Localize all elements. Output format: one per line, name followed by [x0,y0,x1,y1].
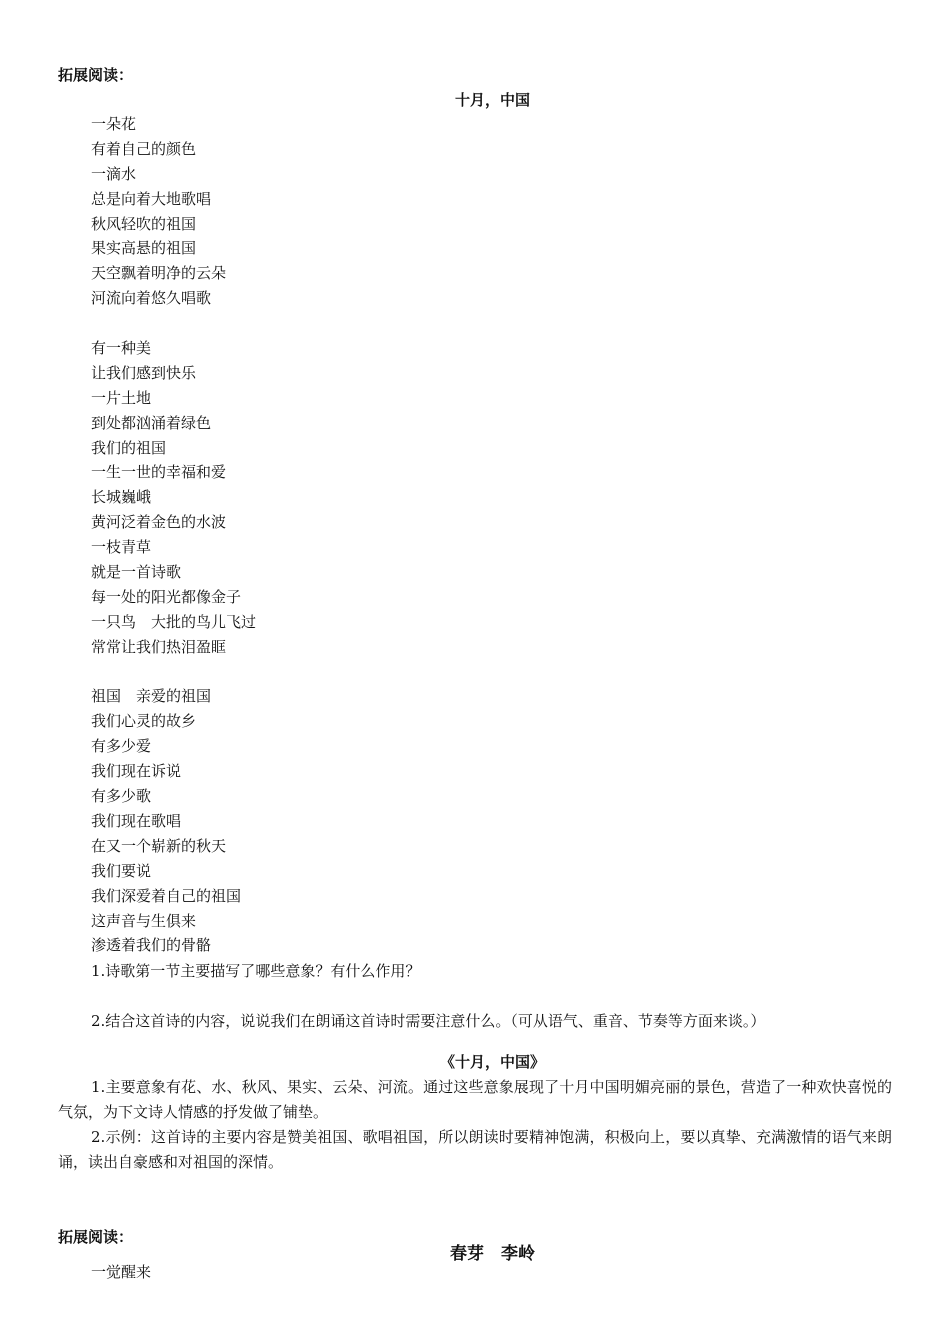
stanza-break [91,660,256,685]
answer-1: 1.主要意象有花、水、秋风、果实、云朵、河流。通过这些意象展现了十月中国明媚亮丽的景色，营造了一种欢快喜悦的气氛，为下文诗人情感的抒发做了铺垫。 [58,1078,892,1121]
poem-line: 一觉醒来 [91,1263,152,1281]
answer-title: 《十月，中国》 [439,1053,545,1071]
poem-line: 有多少歌 [91,787,152,806]
poem-line: 有着自己的颜色 [91,139,197,158]
poem-line: 有一种美 [91,339,152,358]
poem-line: 到处都汹涌着绿色 [91,413,212,432]
poem-line: 秋风轻吹的祖国 [91,214,197,233]
section-heading-2: 拓展阅读： [58,1228,134,1246]
poem-line: 让我们感到快乐 [91,363,197,382]
poem-body [91,112,256,958]
answer-2: 2.示例：这首诗的主要内容是赞美祖国、歌唱祖国，所以朗读时要精神饱满，积极向上，要以真挚、充满激情的语气来朗诵，读出自豪感和对祖国的深情。 [58,1128,892,1171]
stanza-break [91,311,256,336]
poem-line: 我们现在歌唱 [91,811,182,830]
poem-line: 有多少爱 [91,737,152,756]
question-1: 1.诗歌第一节主要描写了哪些意象？有什么作用？ [91,962,421,980]
poem-line: 长城巍峨 [91,488,152,507]
poem-line: 常常让我们热泪盈眶 [91,637,227,656]
poem-line: 这声音与生俱来 [91,911,197,930]
poem-line: 河流向着悠久唱歌 [91,289,212,308]
poem-line: 一枝青草 [91,538,152,557]
poem-title-2: 春芽 李岭 [450,1244,535,1264]
poem-line: 天空飘着明净的云朵 [91,264,227,283]
poem-line: 一生一世的幸福和爱 [91,463,227,482]
poem-line: 在又一个崭新的秋天 [91,836,227,855]
poem-line: 就是一首诗歌 [91,563,182,582]
question-2: 2.结合这首诗的内容，说说我们在朗诵这首诗时需要注意什么。（可从语气、重音、节奏等方面来谈。） [91,1012,766,1030]
poem-line: 黄河泛着金色的水波 [91,513,227,532]
poem-line: 我们现在诉说 [91,762,182,781]
poem-title: 十月，中国 [454,91,530,109]
poem-line: 渗透着我们的骨骼 [91,936,212,955]
poem-line: 一只鸟 大批的鸟儿飞过 [91,612,257,631]
section-heading: 拓展阅读： [58,66,134,84]
poem-line: 每一处的阳光都像金子 [91,587,242,606]
poem-line: 一朵花 [91,115,137,133]
poem-line: 果实高悬的祖国 [91,239,197,258]
poem-line: 一片土地 [91,388,152,407]
poem-body-2 [91,1260,151,1285]
poem-line: 我们深爱着自己的祖国 [91,886,242,905]
poem-line: 祖国 亲爱的祖国 [91,687,212,706]
poem-line: 总是向着大地歌唱 [91,189,212,208]
poem-line: 一滴水 [91,164,137,183]
poem-line: 我们要说 [91,861,152,880]
poem-line: 我们心灵的故乡 [91,712,197,731]
poem-line: 我们的祖国 [91,438,167,457]
